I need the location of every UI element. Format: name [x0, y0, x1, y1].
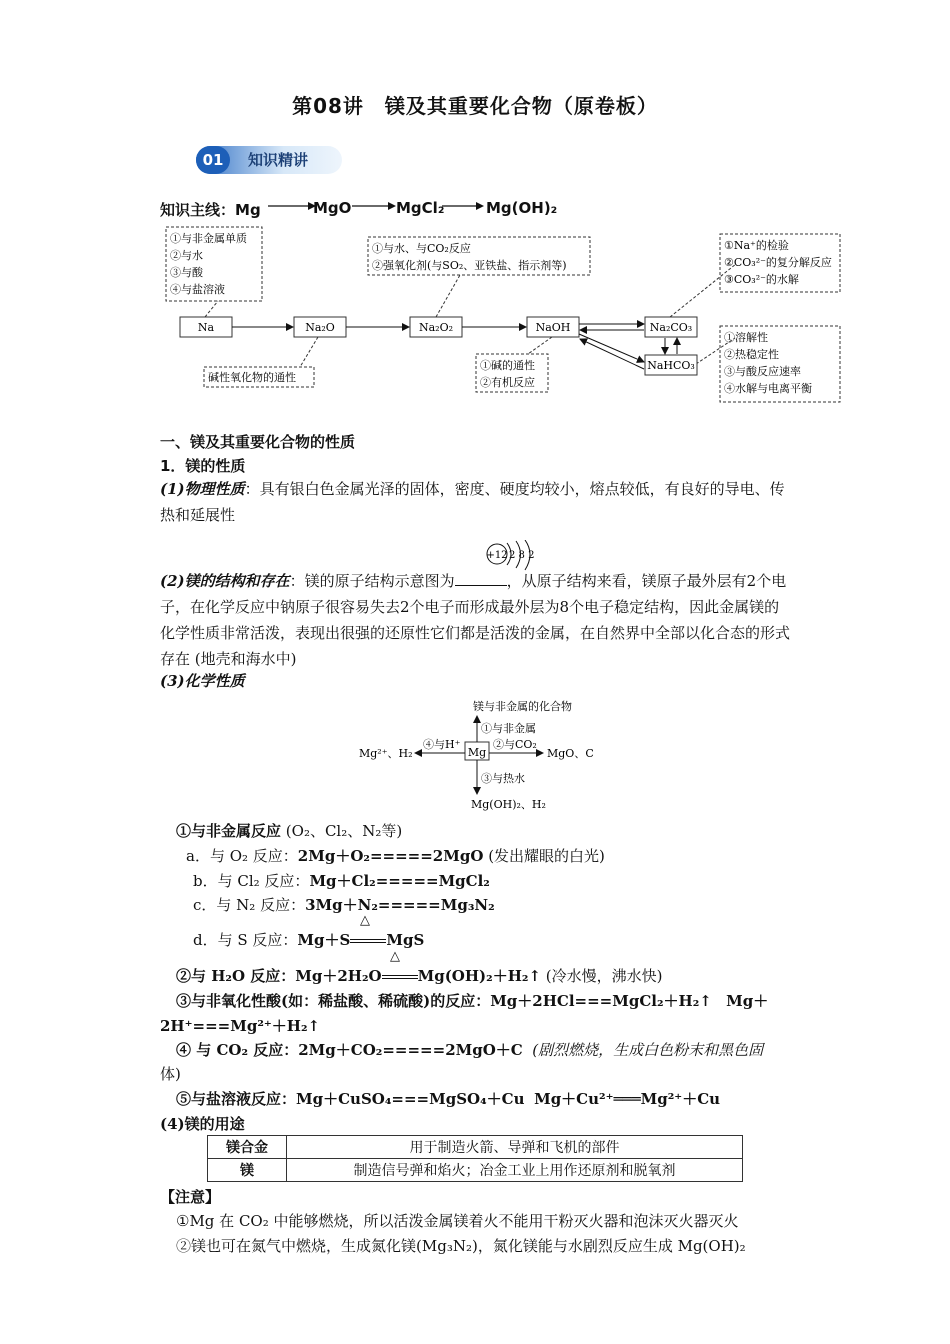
uses-table	[207, 1135, 743, 1182]
box-nahco3-line: ③与酸反应速率	[724, 365, 801, 378]
uses-key: 镁	[208, 1159, 287, 1182]
reaction-1b	[193, 870, 490, 891]
structure-paragraph	[160, 568, 790, 672]
node-nahco3: NaHCO₃	[647, 359, 695, 372]
section-banner	[196, 146, 342, 174]
box-na2o2-line: ①与水、与CO₂反应	[372, 242, 471, 255]
r3-equation-2a: Mg＋	[726, 992, 769, 1010]
r1c-equation: 3Mg＋N₂=====Mg₃N₂	[305, 896, 495, 914]
reaction-2	[176, 965, 663, 986]
r1-note: (O₂、Cl₂、N₂等)	[285, 822, 403, 840]
table-row	[208, 1159, 743, 1182]
r5-label: ⑤与盐溶液反应：	[176, 1090, 297, 1108]
r1b-equation: Mg＋Cl₂=====MgCl₂	[309, 872, 490, 890]
table-row	[208, 1136, 743, 1159]
reaction-1a	[186, 845, 605, 866]
box-nahco3-line: ①溶解性	[724, 331, 768, 344]
struct-text2: ，从原子结构来看，镁原子最外层有2个电子，在化学反应中钠原子很容易失去2个电子而形成最外层为8个电子稳定结构，因此金属镁的化学性质非常活泼，表现出很强的还原性它们都是活泼的金属，在自然界中全部以化合态的形式存在 (地壳和海水中)	[160, 572, 791, 668]
banner-number: 01	[196, 146, 230, 174]
note-2: ②镁也可在氮气中燃烧，生成氮化镁(Mg₃N₂)，氮化镁能与水剧烈反应生成 Mg(OH)₂	[176, 1237, 746, 1255]
struct-text1: ：镁的原子结构示意图为	[289, 572, 455, 590]
r1a-equation: 2Mg＋O₂=====2MgO	[297, 847, 484, 865]
r3-equation-1: Mg＋2HCl===MgCl₂＋H₂↑	[490, 992, 712, 1010]
node-na2o: Na₂O	[305, 321, 335, 334]
diagram-up-label: ①与非金属	[481, 722, 536, 735]
r4-equation: 2Mg＋CO₂=====2MgO＋C	[298, 1041, 523, 1059]
diagram-right-label: ②与CO₂	[493, 738, 537, 751]
main-line-label: 知识主线：	[160, 201, 236, 219]
diagram-left-label: ④与H⁺	[423, 738, 461, 751]
r1-label: ①与非金属反应	[176, 822, 282, 840]
atom-shells: 2 8 2	[509, 550, 535, 561]
box-na2o2-line: ②强氧化剂(与SO₂、亚铁盐、指示剂等)	[372, 259, 567, 272]
main-line-item: Mg(OH)₂	[486, 199, 558, 217]
diagram-center: Mg	[467, 746, 487, 759]
box-na-line: ③与酸	[170, 266, 203, 279]
reaction-1	[176, 820, 402, 841]
reaction-1d	[193, 929, 424, 950]
reaction-1c	[193, 894, 495, 915]
node-na2o2: Na₂O₂	[418, 321, 454, 334]
note-label: 【注意】	[160, 1188, 221, 1206]
r1d-right: MgS	[386, 931, 425, 949]
box-na2co3-line: ①Na⁺的检验	[724, 239, 789, 252]
main-line	[160, 199, 261, 220]
diagram-right: MgO、C	[547, 747, 594, 760]
r3-equation-2b: 2H⁺===Mg²⁺＋H₂↑	[160, 1017, 321, 1035]
reaction-3	[176, 990, 768, 1011]
main-line-item: MgCl₂	[396, 199, 445, 217]
atom-nucleus: +12	[486, 550, 508, 561]
reaction-4	[176, 1039, 763, 1060]
uses-key: 镁合金	[208, 1136, 287, 1159]
main-line-item: Mg	[235, 201, 261, 219]
struct-label: (2)镁的结构和存在	[160, 572, 290, 590]
r1c-prefix: c．与 N₂ 反应：	[193, 896, 306, 914]
main-line-item: MgO	[313, 199, 352, 217]
r1b-prefix: b．与 Cl₂ 反应：	[193, 872, 310, 890]
chem-label: (3)化学性质	[160, 672, 245, 690]
uses-label: (4)镁的用途	[160, 1115, 245, 1133]
box-na-line: ①与非金属单质	[170, 232, 247, 245]
reaction-5	[176, 1088, 720, 1109]
physical-properties	[160, 476, 790, 528]
box-nahco3-line: ④水解与电离平衡	[724, 382, 812, 395]
r2-right: Mg(OH)₂＋H₂↑	[417, 967, 542, 985]
r3-label: ③与非氧化性酸(如：稀盐酸、稀硫酸)的反应：	[176, 992, 491, 1010]
r5-equation-1: Mg＋CuSO₄===MgSO₄＋Cu	[296, 1090, 525, 1108]
uses-value: 用于制造火箭、导弹和飞机的部件	[287, 1136, 743, 1159]
box-naoh-line: ①碱的通性	[480, 359, 535, 372]
r4-note: (剧烈燃烧，生成白色粉末和黑色固	[532, 1041, 764, 1059]
box-na2co3-line: ③CO₃²⁻的水解	[724, 273, 799, 286]
heat-symbol: △	[390, 949, 400, 964]
page-title: 第08讲 镁及其重要化合物（原卷板）	[292, 94, 658, 118]
diagram-left: Mg²⁺、H₂	[359, 747, 413, 760]
r1d-prefix: d．与 S 反应：	[193, 931, 298, 949]
note-1: ①Mg 在 CO₂ 中能够燃烧，所以活泼金属镁着火不能用干粉灭火器和泡沫灭火器灭火	[176, 1212, 739, 1230]
r1a-note: (发出耀眼的白光)	[488, 847, 605, 865]
node-na: Na	[197, 321, 215, 334]
section-heading: 一、镁及其重要化合物的性质	[160, 433, 356, 451]
banner-label: 知识精讲	[248, 151, 309, 169]
r4-label: ④ 与 CO₂ 反应：	[176, 1041, 299, 1059]
box-na2o: 碱性氧化物的通性	[208, 371, 296, 384]
r2-left: Mg＋2H₂O	[295, 967, 382, 985]
sodium-diagram	[160, 224, 850, 408]
r1a-prefix: a．与 O₂ 反应：	[186, 847, 298, 865]
r2-label: ②与 H₂O 反应：	[176, 967, 296, 985]
r1d-left: Mg＋S	[297, 931, 351, 949]
r2-note: (冷水慢，沸水快)	[545, 967, 663, 985]
diagram-down-label: ③与热水	[481, 772, 525, 785]
subsection-heading: 1．镁的性质	[160, 457, 246, 475]
mg-reaction-diagram	[355, 696, 605, 814]
node-na2co3: Na₂CO₃	[649, 321, 693, 334]
box-na-line: ④与盐溶液	[170, 283, 225, 296]
heat-symbol: △	[360, 913, 370, 928]
r5-equation-2: Mg＋Cu²⁺═══Mg²⁺＋Cu	[534, 1090, 721, 1108]
box-na2co3-line: ②CO₃²⁻的复分解反应	[724, 256, 832, 269]
phys-label: (1)物理性质	[160, 480, 245, 498]
diagram-bottom: Mg(OH)₂、H₂	[471, 798, 546, 811]
phys-text: ：具有银白色金属光泽的固体，密度、硬度均较小，熔点较低，有良好的导电、传热和延展性	[160, 480, 785, 524]
box-na-line: ②与水	[170, 249, 203, 262]
box-nahco3-line: ②热稳定性	[724, 348, 779, 361]
node-naoh: NaOH	[535, 321, 571, 334]
uses-value: 制造信号弹和焰火；冶金工业上用作还原剂和脱氧剂	[287, 1159, 743, 1182]
box-naoh-line: ②有机反应	[480, 376, 535, 389]
diagram-top: 镁与非金属的化合物	[473, 700, 572, 713]
r4-note-cont: 体)	[160, 1065, 181, 1083]
